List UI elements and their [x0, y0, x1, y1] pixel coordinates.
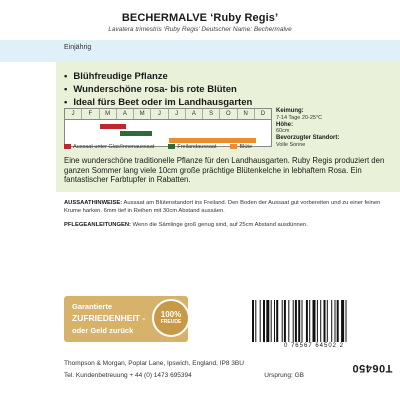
calendar-month: M: [100, 109, 117, 119]
feature-item: • Ideal fürs Beet oder im Landhausgarten: [64, 96, 252, 109]
description: Eine wunderschöne traditionelle Pflanze für den Landhausgarten. Ruby Regis produziert den ganzen Sommer lang viele 10cm große prächtige Blütenkelche in lebhaftem Rosa. Ein fantastischer Farbtupfer in Rabatten.: [64, 156, 385, 184]
feature-item: • Wunderschöne rosa- bis rote Blüten: [64, 83, 252, 96]
location-label: Bevorzugter Standort:: [276, 135, 340, 142]
seal-percent: 100%: [160, 310, 182, 319]
calendar-months: [64, 108, 272, 120]
barcode: [248, 300, 380, 342]
calendar-month: F: [82, 109, 99, 119]
calendar-month: J: [169, 109, 186, 119]
calendar-month: S: [203, 109, 220, 119]
badge-line3: oder Geld zurück: [72, 326, 134, 335]
barcode-bar: [295, 300, 297, 342]
barcode-bar: [255, 300, 256, 342]
calendar-month: O: [220, 109, 237, 119]
calendar-month: D: [260, 111, 266, 117]
barcode-bar: [302, 300, 303, 342]
calendar-bar: [120, 131, 151, 136]
badge-line2: ZUFRIEDENHEIT -: [72, 313, 146, 323]
care-section: [64, 222, 394, 230]
product-title: BECHERMALVE ‘Ruby Regis’: [121, 12, 279, 24]
barcode-bar: [274, 300, 275, 342]
calendar-month: A: [186, 109, 203, 119]
calendar-legend: [64, 144, 252, 150]
barcode-bar: [282, 300, 283, 342]
sowing-section: [64, 200, 394, 215]
legend-item: Aussaat unter Glas/Innenaussaat: [64, 144, 154, 150]
care-text: Wenn die Sämlinge groß genug sind, auf 25cm Abstand ausdünnen.: [132, 222, 308, 228]
growing-info: [276, 108, 339, 149]
guarantee-seal: [152, 299, 190, 337]
legend-item: Blüte: [230, 144, 252, 150]
barcode-bar: [276, 300, 278, 342]
sowing-text: Aussaat am Blütenstandort ins Freiland. Den Boden der Aussaat gut vorbereiten und zu einer feinen Krume harken. 6mm tief in Reihen mit 30cm Abstand aussäen.: [64, 200, 381, 214]
barcode-bar: [293, 300, 294, 342]
barcode-bar: [288, 300, 289, 342]
barcode-bar: [331, 300, 332, 342]
feature-list: [64, 70, 252, 109]
sowing-calendar: [64, 108, 272, 147]
lifecycle-strip-overlay: [56, 40, 400, 62]
care-heading: PFLEGEANLEITUNGEN:: [64, 222, 131, 228]
product-code: T06450: [352, 362, 393, 374]
height-value: 60cm: [276, 128, 290, 135]
barcode-bar: [260, 300, 261, 342]
barcode-bar: [346, 300, 347, 342]
calendar-bar: [169, 138, 256, 143]
latin-subtitle: Lavatera trimestris ‘Ruby Regis’ Deutscher Name: Bechermalve: [108, 26, 292, 33]
barcode-bar: [309, 300, 310, 342]
calendar-bar: [100, 124, 126, 129]
calendar-month: J: [151, 109, 168, 119]
sowing-heading: AUSSAATHINWEISE:: [64, 200, 123, 206]
seal-word: FREUDE: [160, 319, 182, 325]
customer-phone: Tel. Kundenbetreuung + 44 (0) 1473 695394: [64, 372, 192, 379]
barcode-bar: [317, 300, 318, 342]
feature-item: • Blühfreudige Pflanze: [64, 70, 252, 83]
barcode-bar: [266, 300, 269, 342]
badge-line1: Garantierte: [72, 302, 113, 311]
barcode-bar: [271, 300, 272, 342]
legend-item: Freilandaussaat: [168, 144, 216, 150]
germination-value: 7-14 Tage 20-25°C: [276, 114, 323, 121]
calendar-month: J: [65, 109, 82, 119]
barcode-bar: [284, 300, 286, 342]
calendar-bars: [64, 120, 272, 147]
origin: Ursprung: GB: [264, 372, 304, 379]
barcode-bar: [320, 300, 321, 342]
lifecycle-label: Einjährig: [64, 44, 92, 51]
height-label: Höhe:: [276, 121, 293, 128]
location-value: Volle Sonne: [276, 141, 306, 148]
germination-label: Keimung:: [276, 108, 304, 114]
barcode-bar: [298, 300, 300, 342]
barcode-bar: [306, 300, 308, 342]
calendar-month: M: [134, 109, 151, 119]
calendar-month: N: [238, 109, 255, 119]
barcode-bar: [327, 300, 328, 342]
barcode-bar: [335, 300, 336, 342]
barcode-bar: [263, 300, 265, 342]
barcode-bar: [313, 300, 316, 342]
barcode-bar: [341, 300, 344, 342]
barcode-bar: [324, 300, 326, 342]
footer-row: [64, 372, 304, 379]
calendar-month: A: [117, 109, 134, 119]
barcode-bar: [337, 300, 339, 342]
barcode-bar: [252, 300, 254, 342]
barcode-number: 0 76567 64502 2: [283, 343, 345, 349]
company-address: Thompson & Morgan, Poplar Lane, Ipswich, England, IP8 3BU: [64, 360, 244, 367]
